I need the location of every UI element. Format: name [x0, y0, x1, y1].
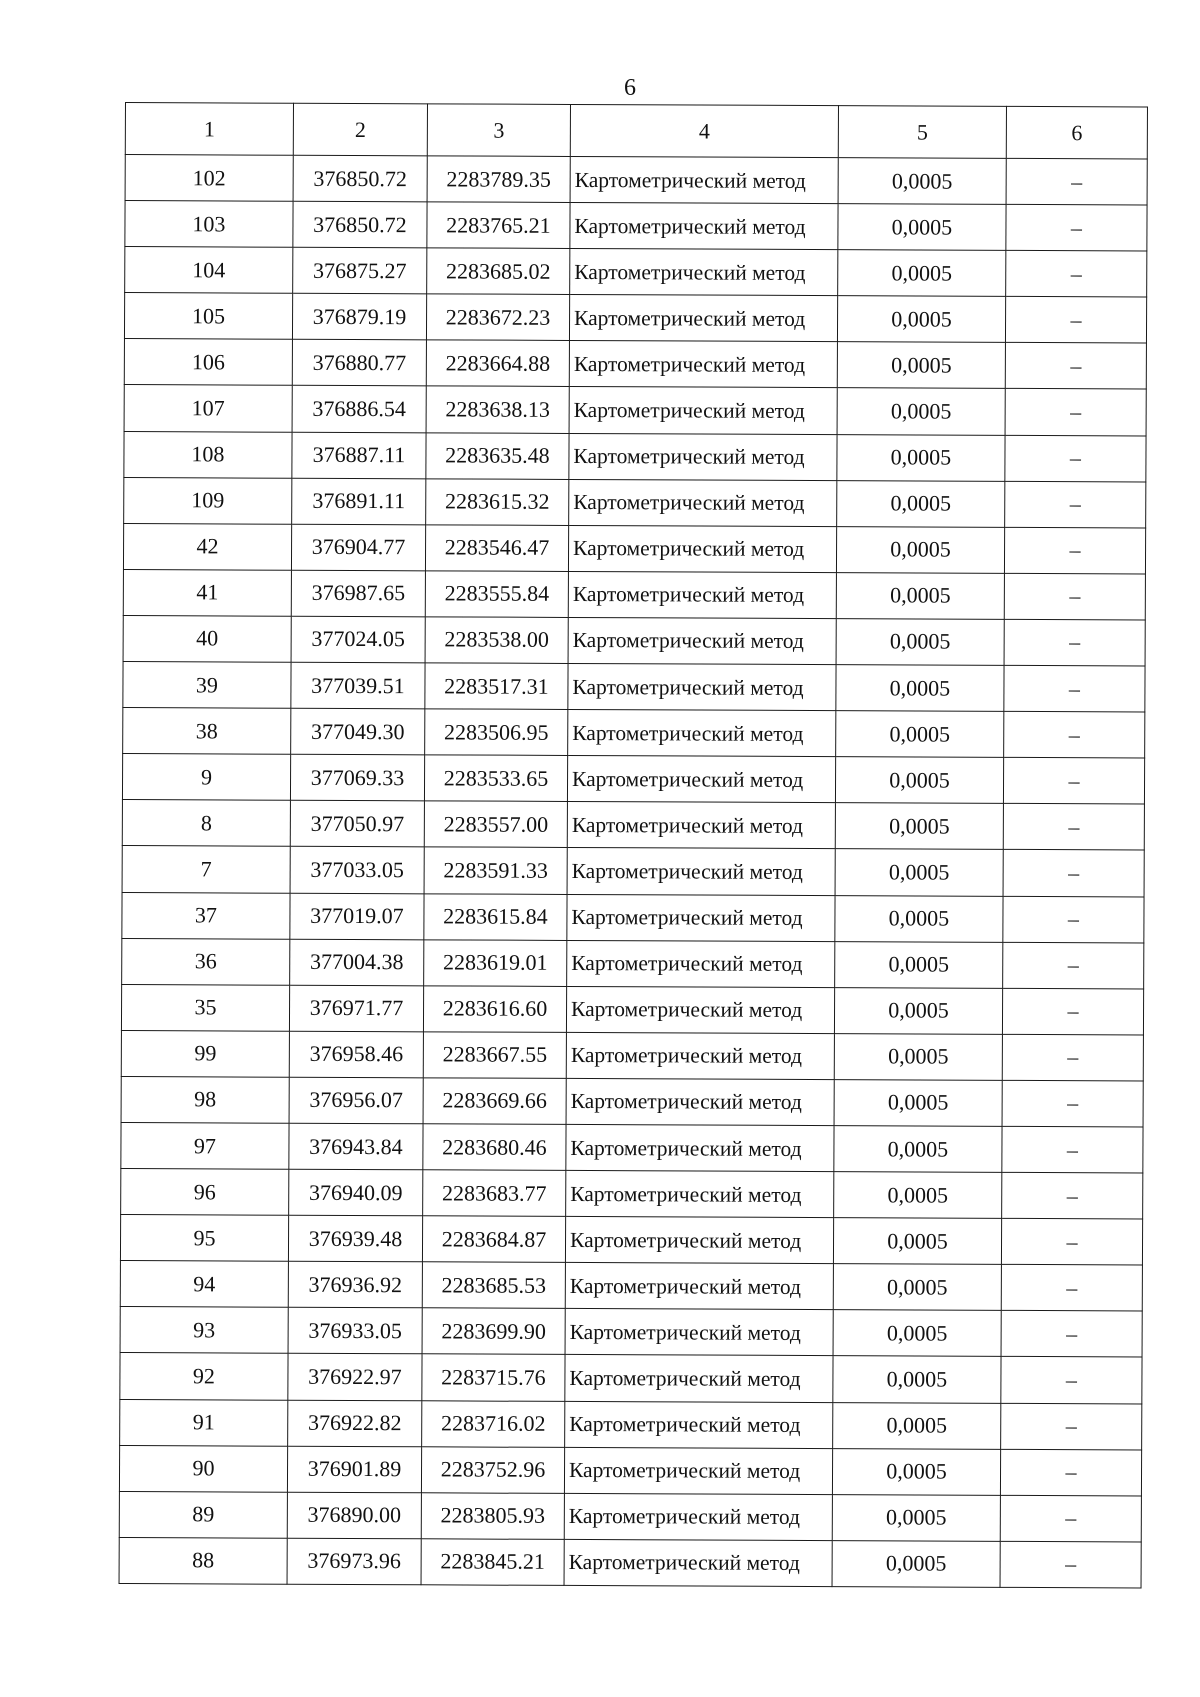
y-coordinate-cell: 2283591.33: [424, 847, 567, 894]
point-number-cell: 36: [122, 938, 290, 985]
note-cell: –: [1006, 251, 1147, 298]
table-row: [121, 1076, 1143, 1127]
method-cell: Картометрический метод: [564, 1493, 832, 1540]
y-coordinate-cell: 2283789.35: [427, 156, 570, 203]
note-cell: –: [1002, 988, 1143, 1035]
point-number-cell: 91: [120, 1399, 288, 1446]
table-row: [120, 1399, 1142, 1450]
y-coordinate-cell: 2283715.76: [422, 1354, 565, 1401]
point-number-cell: 94: [120, 1261, 288, 1308]
point-number-cell: 99: [121, 1030, 289, 1077]
point-number-cell: 96: [121, 1169, 289, 1216]
method-cell: Картометрический метод: [569, 479, 837, 526]
y-coordinate-cell: 2283619.01: [424, 939, 567, 986]
y-coordinate-cell: 2283664.88: [426, 340, 569, 387]
note-cell: –: [1004, 527, 1145, 574]
accuracy-cell: 0,0005: [838, 250, 1006, 297]
y-coordinate-cell: 2283680.46: [423, 1124, 566, 1171]
method-cell: Картометрический метод: [566, 986, 834, 1033]
accuracy-cell: 0,0005: [833, 1264, 1001, 1311]
y-coordinate-cell: 2283683.77: [423, 1170, 566, 1217]
accuracy-cell: 0,0005: [836, 711, 1004, 758]
x-coordinate-cell: 377050.97: [290, 801, 424, 848]
y-coordinate-cell: 2283805.93: [421, 1493, 564, 1540]
point-number-cell: 106: [124, 339, 292, 386]
x-coordinate-cell: 376901.89: [287, 1446, 421, 1493]
y-coordinate-cell: 2283765.21: [427, 202, 570, 249]
table-row: [124, 293, 1146, 344]
table-row: [120, 1307, 1142, 1358]
x-coordinate-cell: 376973.96: [287, 1538, 421, 1585]
method-cell: Картометрический метод: [570, 203, 838, 250]
accuracy-cell: 0,0005: [833, 1402, 1001, 1449]
point-number-cell: 105: [124, 293, 292, 340]
method-cell: Картометрический метод: [565, 1401, 833, 1448]
x-coordinate-cell: 376939.48: [288, 1215, 422, 1262]
note-cell: –: [1006, 204, 1147, 251]
x-coordinate-cell: 376936.92: [288, 1261, 422, 1308]
y-coordinate-cell: 2283557.00: [424, 801, 567, 848]
method-cell: Картометрический метод: [565, 1355, 833, 1402]
note-cell: –: [1002, 1080, 1143, 1127]
x-coordinate-cell: 376891.11: [292, 478, 426, 525]
table-row: [121, 1169, 1143, 1220]
accuracy-cell: 0,0005: [838, 204, 1006, 251]
point-number-cell: 88: [119, 1537, 287, 1584]
column-header-1: 1: [125, 103, 293, 156]
x-coordinate-cell: 377069.33: [290, 754, 424, 801]
accuracy-cell: 0,0005: [836, 665, 1004, 712]
x-coordinate-cell: 376922.97: [288, 1354, 422, 1401]
method-cell: Картометрический метод: [566, 1170, 834, 1217]
y-coordinate-cell: 2283615.32: [426, 478, 569, 525]
method-cell: Картометрический метод: [569, 341, 837, 388]
y-coordinate-cell: 2283517.31: [425, 663, 568, 710]
point-number-cell: 109: [124, 477, 292, 524]
point-number-cell: 7: [122, 846, 290, 893]
table-row: [123, 523, 1145, 574]
x-coordinate-cell: 376890.00: [287, 1492, 421, 1539]
point-number-cell: 9: [122, 754, 290, 801]
method-cell: Картометрический метод: [567, 894, 835, 941]
y-coordinate-cell: 2283638.13: [426, 386, 569, 433]
table-row: [124, 339, 1146, 390]
note-cell: –: [1001, 1265, 1142, 1312]
y-coordinate-cell: 2283684.87: [422, 1216, 565, 1263]
accuracy-cell: 0,0005: [834, 1126, 1002, 1173]
point-number-cell: 108: [124, 431, 292, 478]
accuracy-cell: 0,0005: [837, 434, 1005, 481]
y-coordinate-cell: 2283616.60: [423, 985, 566, 1032]
table-row: [122, 754, 1144, 805]
table-row: [124, 477, 1146, 528]
x-coordinate-cell: 376850.72: [293, 155, 427, 202]
table-row: [121, 1030, 1143, 1081]
x-coordinate-cell: 377019.07: [290, 893, 424, 940]
page-number: 6: [624, 75, 636, 101]
table-row: [125, 201, 1147, 252]
x-coordinate-cell: 376887.11: [292, 432, 426, 479]
x-coordinate-cell: 376904.77: [291, 524, 425, 571]
table-row: [120, 1353, 1142, 1404]
x-coordinate-cell: 376850.72: [293, 201, 427, 248]
x-coordinate-cell: 376943.84: [289, 1123, 423, 1170]
method-cell: Картометрический метод: [570, 249, 838, 296]
table-row: [120, 1215, 1142, 1266]
y-coordinate-cell: 2283685.53: [422, 1262, 565, 1309]
accuracy-cell: 0,0005: [837, 480, 1005, 527]
y-coordinate-cell: 2283845.21: [421, 1539, 564, 1586]
table-row: [124, 385, 1146, 436]
point-number-cell: 38: [123, 708, 291, 755]
x-coordinate-cell: 376971.77: [289, 985, 423, 1032]
point-number-cell: 42: [123, 523, 291, 570]
accuracy-cell: 0,0005: [835, 803, 1003, 850]
method-cell: Картометрический метод: [566, 1032, 834, 1079]
accuracy-cell: 0,0005: [837, 388, 1005, 435]
table-row: [122, 938, 1144, 989]
note-cell: –: [1004, 573, 1145, 620]
table-body: [119, 103, 1147, 1588]
accuracy-cell: 0,0005: [833, 1218, 1001, 1265]
note-cell: –: [1005, 343, 1146, 390]
accuracy-cell: 0,0005: [834, 1172, 1002, 1219]
method-cell: Картометрический метод: [567, 756, 835, 803]
note-cell: –: [1006, 158, 1147, 205]
accuracy-cell: 0,0005: [835, 941, 1003, 988]
note-cell: –: [1000, 1541, 1141, 1588]
table-row: [122, 800, 1144, 851]
table-row: [119, 1445, 1141, 1496]
point-number-cell: 95: [120, 1215, 288, 1262]
accuracy-cell: 0,0005: [837, 342, 1005, 389]
table-header-row: [125, 103, 1147, 159]
note-cell: –: [1002, 1126, 1143, 1173]
method-cell: Картометрический метод: [565, 1217, 833, 1264]
table-row: [123, 708, 1145, 759]
method-cell: Картометрический метод: [568, 663, 836, 710]
x-coordinate-cell: 377039.51: [291, 662, 425, 709]
note-cell: –: [1004, 665, 1145, 712]
accuracy-cell: 0,0005: [834, 987, 1002, 1034]
x-coordinate-cell: 376879.19: [292, 294, 426, 341]
note-cell: –: [1001, 1218, 1142, 1265]
table-row: [125, 247, 1147, 298]
point-number-cell: 40: [123, 615, 291, 662]
note-cell: –: [1003, 942, 1144, 989]
table-row: [123, 615, 1145, 666]
accuracy-cell: 0,0005: [832, 1448, 1000, 1495]
point-number-cell: 89: [119, 1491, 287, 1538]
x-coordinate-cell: 376956.07: [289, 1077, 423, 1124]
point-number-cell: 90: [119, 1445, 287, 1492]
x-coordinate-cell: 377033.05: [290, 847, 424, 894]
accuracy-cell: 0,0005: [835, 757, 1003, 804]
x-coordinate-cell: 376880.77: [292, 340, 426, 387]
table-row: [119, 1537, 1141, 1588]
coordinates-table: [119, 102, 1148, 1588]
method-cell: Картометрический метод: [569, 295, 837, 342]
method-cell: Картометрический метод: [568, 571, 836, 618]
note-cell: –: [1003, 850, 1144, 897]
method-cell: Картометрический метод: [564, 1539, 832, 1586]
method-cell: Картометрический метод: [566, 1124, 834, 1171]
method-cell: Картометрический метод: [566, 1078, 834, 1125]
x-coordinate-cell: 376933.05: [288, 1308, 422, 1355]
y-coordinate-cell: 2283506.95: [425, 709, 568, 756]
method-cell: Картометрический метод: [568, 710, 836, 757]
y-coordinate-cell: 2283533.65: [424, 755, 567, 802]
accuracy-cell: 0,0005: [836, 619, 1004, 666]
note-cell: –: [1003, 758, 1144, 805]
column-header-2: 2: [293, 103, 427, 156]
accuracy-cell: 0,0005: [837, 296, 1005, 343]
table-row: [122, 892, 1144, 943]
x-coordinate-cell: 377004.38: [290, 939, 424, 986]
note-cell: –: [1002, 1172, 1143, 1219]
y-coordinate-cell: 2283685.02: [427, 248, 570, 295]
note-cell: –: [1004, 619, 1145, 666]
point-number-cell: 107: [124, 385, 292, 432]
accuracy-cell: 0,0005: [832, 1494, 1000, 1541]
table-row: [119, 1491, 1141, 1542]
y-coordinate-cell: 2283669.66: [423, 1078, 566, 1125]
note-cell: –: [1003, 896, 1144, 943]
accuracy-cell: 0,0005: [836, 572, 1004, 619]
note-cell: –: [1004, 711, 1145, 758]
note-cell: –: [1001, 1357, 1142, 1404]
note-cell: –: [1000, 1495, 1141, 1542]
note-cell: –: [1005, 481, 1146, 528]
x-coordinate-cell: 376875.27: [293, 247, 427, 294]
note-cell: –: [1001, 1403, 1142, 1450]
x-coordinate-cell: 377049.30: [291, 708, 425, 755]
y-coordinate-cell: 2283752.96: [421, 1446, 564, 1493]
accuracy-cell: 0,0005: [836, 526, 1004, 573]
method-cell: Картометрический метод: [567, 940, 835, 987]
accuracy-cell: 0,0005: [835, 849, 1003, 896]
table-row: [125, 155, 1147, 206]
accuracy-cell: 0,0005: [833, 1356, 1001, 1403]
note-cell: –: [1005, 297, 1146, 344]
x-coordinate-cell: 377024.05: [291, 616, 425, 663]
y-coordinate-cell: 2283716.02: [422, 1400, 565, 1447]
y-coordinate-cell: 2283555.84: [425, 571, 568, 618]
note-cell: –: [1005, 435, 1146, 482]
y-coordinate-cell: 2283672.23: [426, 294, 569, 341]
note-cell: –: [1005, 389, 1146, 436]
point-number-cell: 35: [121, 984, 289, 1031]
point-number-cell: 92: [120, 1353, 288, 1400]
method-cell: Картометрический метод: [570, 156, 838, 203]
method-cell: Картометрический метод: [567, 802, 835, 849]
accuracy-cell: 0,0005: [832, 1540, 1000, 1587]
accuracy-cell: 0,0005: [834, 1033, 1002, 1080]
table-row: [123, 569, 1145, 620]
note-cell: –: [1000, 1449, 1141, 1496]
table-row: [121, 984, 1143, 1035]
method-cell: Картометрический метод: [565, 1309, 833, 1356]
x-coordinate-cell: 376987.65: [291, 570, 425, 617]
column-header-4: 4: [570, 104, 838, 157]
table-row: [122, 846, 1144, 897]
point-number-cell: 37: [122, 892, 290, 939]
point-number-cell: 8: [122, 800, 290, 847]
y-coordinate-cell: 2283538.00: [425, 617, 568, 664]
point-number-cell: 93: [120, 1307, 288, 1354]
accuracy-cell: 0,0005: [833, 1310, 1001, 1357]
note-cell: –: [1001, 1311, 1142, 1358]
y-coordinate-cell: 2283667.55: [423, 1032, 566, 1079]
method-cell: Картометрический метод: [568, 525, 836, 572]
table-row: [123, 662, 1145, 713]
note-cell: –: [1002, 1034, 1143, 1081]
y-coordinate-cell: 2283699.90: [422, 1308, 565, 1355]
accuracy-cell: 0,0005: [834, 1079, 1002, 1126]
accuracy-cell: 0,0005: [838, 158, 1006, 205]
table-row: [120, 1261, 1142, 1312]
point-number-cell: 102: [125, 155, 293, 202]
y-coordinate-cell: 2283546.47: [425, 525, 568, 572]
y-coordinate-cell: 2283635.48: [426, 432, 569, 479]
column-header-6: 6: [1006, 106, 1147, 159]
method-cell: Картометрический метод: [569, 387, 837, 434]
method-cell: Картометрический метод: [569, 433, 837, 480]
x-coordinate-cell: 376886.54: [292, 386, 426, 433]
point-number-cell: 104: [125, 247, 293, 294]
table-row: [121, 1122, 1143, 1173]
column-header-5: 5: [838, 106, 1006, 159]
point-number-cell: 97: [121, 1122, 289, 1169]
method-cell: Картометрический метод: [568, 617, 836, 664]
method-cell: Картометрический метод: [564, 1447, 832, 1494]
method-cell: Картометрический метод: [567, 848, 835, 895]
y-coordinate-cell: 2283615.84: [424, 893, 567, 940]
column-header-3: 3: [427, 104, 570, 157]
point-number-cell: 98: [121, 1076, 289, 1123]
x-coordinate-cell: 376940.09: [289, 1169, 423, 1216]
point-number-cell: 39: [123, 662, 291, 709]
accuracy-cell: 0,0005: [835, 895, 1003, 942]
point-number-cell: 103: [125, 201, 293, 248]
method-cell: Картометрический метод: [565, 1263, 833, 1310]
note-cell: –: [1003, 804, 1144, 851]
x-coordinate-cell: 376958.46: [289, 1031, 423, 1078]
point-number-cell: 41: [123, 569, 291, 616]
table-row: [124, 431, 1146, 482]
x-coordinate-cell: 376922.82: [288, 1400, 422, 1447]
